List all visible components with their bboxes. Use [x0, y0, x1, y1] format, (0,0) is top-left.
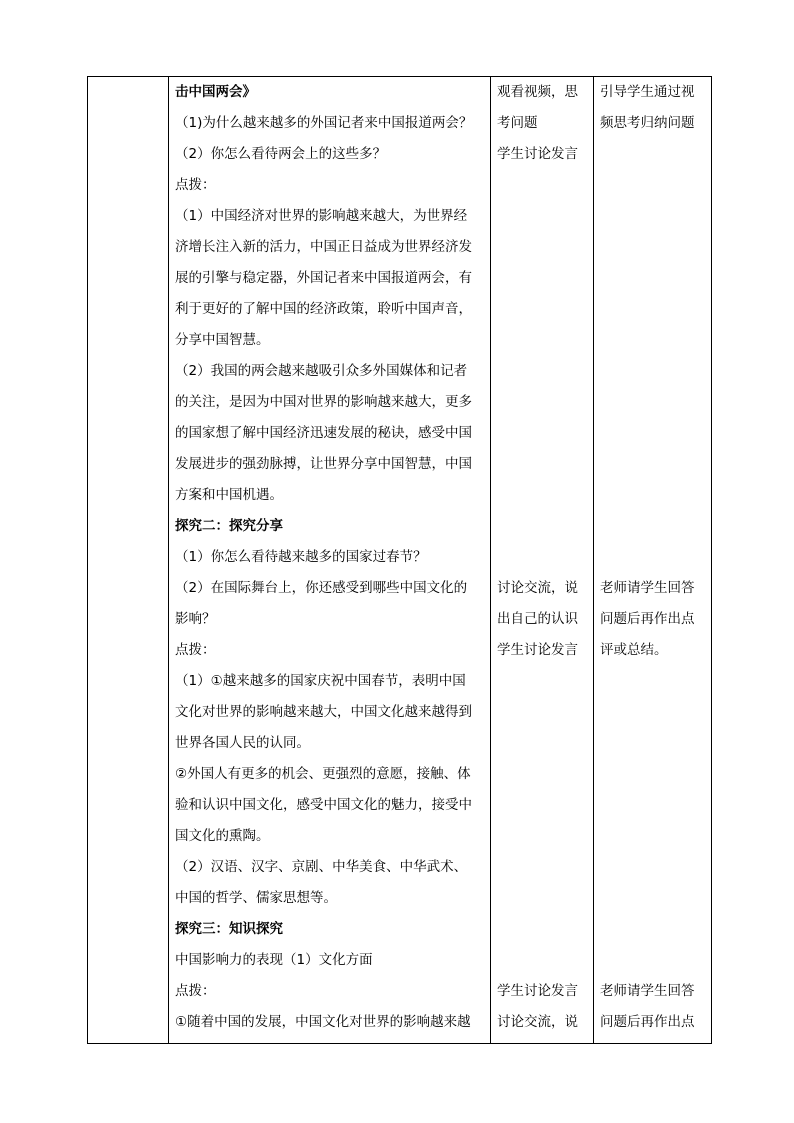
- design-intent-cell: [594, 77, 712, 1044]
- answer-line: 方案和中国机遇。: [175, 487, 283, 503]
- topic-line: 中国影响力的表现（1）文化方面: [175, 952, 373, 968]
- answer-line: （2）汉语、汉字、京剧、中华美食、中华武术、: [175, 859, 468, 875]
- answer-line: （1）中国经济对世界的影响越来越大，为世界经: [175, 208, 468, 224]
- lesson-plan-table: [87, 76, 712, 1044]
- answer-line: 文化对世界的影响越来越大，中国文化越来越得到: [175, 704, 472, 720]
- question-line: （1)为什么越来越多的外国记者来中国报道两会？: [175, 115, 473, 131]
- question-line: 影响？: [175, 611, 216, 627]
- answer-line: 发展进步的强劲脉搏，让世界分享中国智慧，中国: [175, 456, 472, 472]
- intent-line: 老师请学生回答: [600, 580, 695, 596]
- answer-line: 济增长注入新的活力，中国正日益成为世界经济发: [175, 239, 472, 255]
- section-heading: 探究二：探究分享: [175, 518, 283, 534]
- answer-line: 的国家想了解中国经济迅速发展的秘诀，感受中国: [175, 425, 472, 441]
- hint-label: 点拨：: [175, 642, 216, 658]
- answer-line: 利于更好的了解中国的经济政策，聆听中国声音，: [175, 301, 472, 317]
- activity-line: 学生讨论发言: [497, 146, 578, 162]
- section-heading: 探究三：知识探究: [175, 921, 283, 937]
- answer-line: （2）我国的两会越来越吸引众多外国媒体和记者: [175, 363, 468, 379]
- question-line: （2）在国际舞台上，你还感受到哪些中国文化的: [175, 580, 468, 596]
- activity-line: 出自己的认识: [497, 611, 578, 627]
- answer-line: 国文化的熏陶。: [175, 828, 270, 844]
- video-title-fragment: 击中国两会》: [175, 84, 256, 100]
- answer-line: 的关注，是因为中国对世界的影响越来越大，更多: [175, 394, 472, 410]
- activity-line: 学生讨论发言: [497, 642, 578, 658]
- hint-label: 点拨：: [175, 983, 216, 999]
- table-row: [88, 77, 712, 1044]
- answer-line: 验和认识中国文化，感受中国文化的魅力，接受中: [175, 797, 472, 813]
- activity-line: 讨论交流，说: [497, 580, 578, 596]
- answer-line: 中国的哲学、儒家思想等。: [175, 890, 337, 906]
- intent-line: 评或总结。: [600, 642, 668, 658]
- section-column-cell: [88, 77, 169, 1044]
- activity-line: 学生讨论发言: [497, 983, 578, 999]
- answer-line: 展的引擎与稳定器，外国记者来中国报道两会，有: [175, 270, 472, 286]
- intent-line: 问题后再作出点: [600, 611, 695, 627]
- activity-line: 观看视频，思: [497, 84, 578, 100]
- question-line: （1）你怎么看待越来越多的国家过春节？: [175, 549, 427, 565]
- intent-line: 问题后再作出点: [600, 1014, 695, 1030]
- intent-line: 频思考归纳问题: [600, 115, 695, 131]
- intent-line: 老师请学生回答: [600, 983, 695, 999]
- answer-line: ②外国人有更多的机会、更强烈的意愿，接触、体: [175, 766, 471, 782]
- student-activity-cell: [491, 77, 594, 1044]
- hint-label: 点拨：: [175, 177, 216, 193]
- question-line: （2）你怎么看待两会上的这些多？: [175, 146, 387, 162]
- answer-line: 分享中国智慧。: [175, 332, 270, 348]
- intent-line: 引导学生通过视: [600, 84, 695, 100]
- activity-line: 考问题: [497, 115, 538, 131]
- answer-line: （1）①越来越多的国家庆祝中国春节，表明中国: [175, 673, 466, 689]
- answer-line: 世界各国人民的认同。: [175, 735, 310, 751]
- activity-line: 讨论交流，说: [497, 1014, 578, 1030]
- answer-line: ①随着中国的发展，中国文化对世界的影响越来越: [175, 1014, 471, 1030]
- teaching-content-cell: [169, 77, 491, 1044]
